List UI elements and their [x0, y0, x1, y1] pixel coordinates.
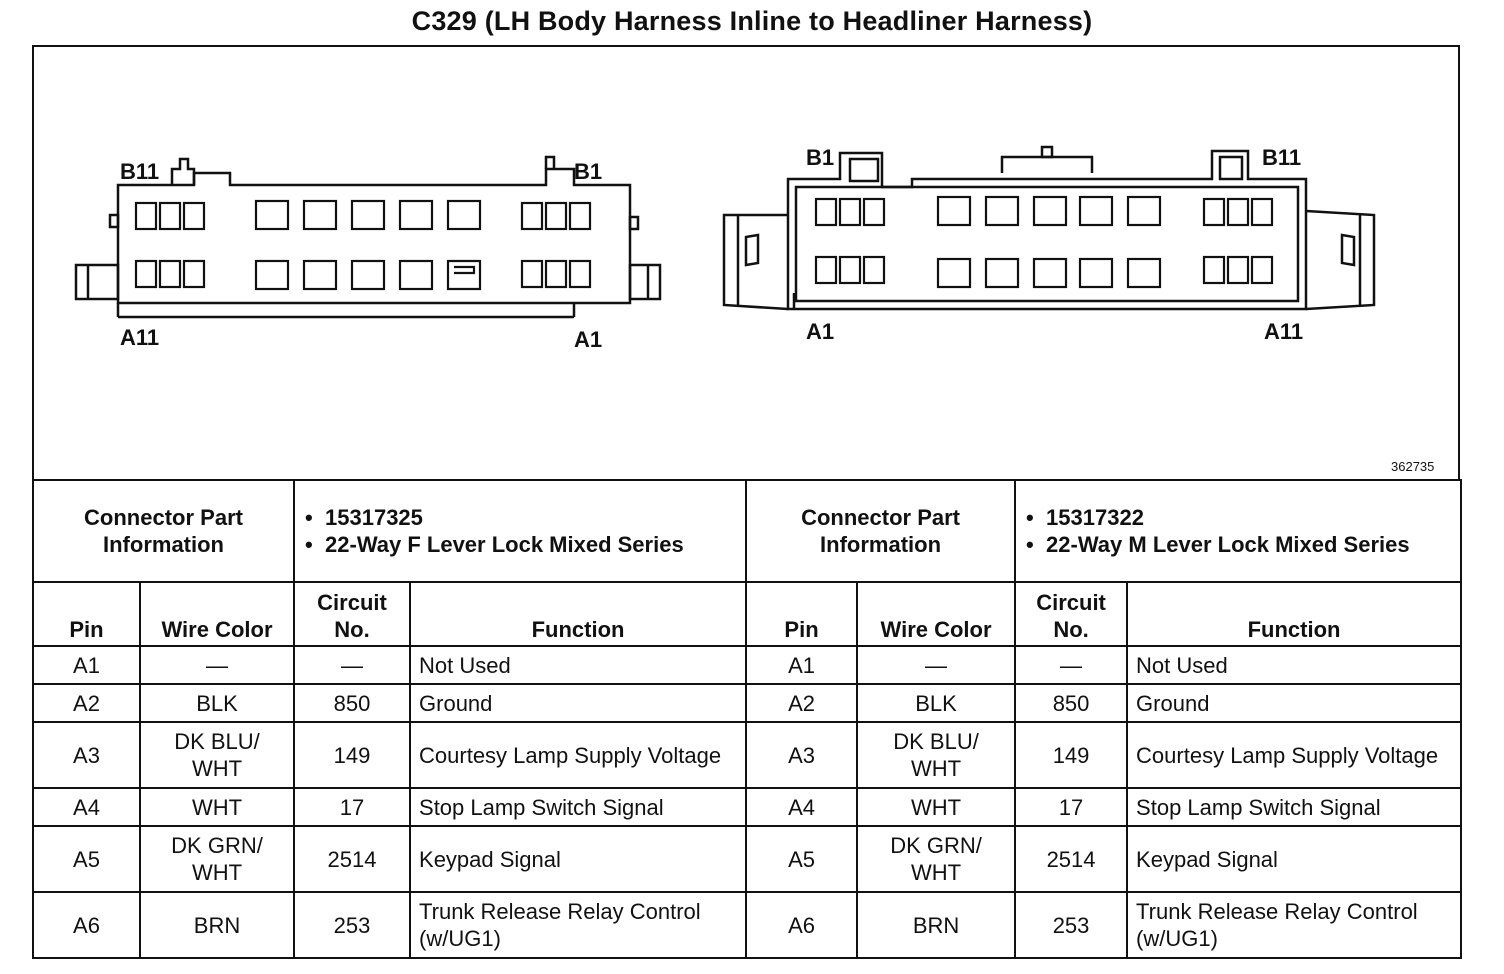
page-title: C329 (LH Body Harness Inline to Headliner Harness) [411, 6, 1093, 36]
connector-info-label: Connector Part Information [33, 480, 294, 582]
wire-color-cell: BRN [857, 892, 1015, 958]
wire-color-cell: DK GRN/ WHT [857, 826, 1015, 892]
connector-info-label: Connector Part Information [746, 480, 1015, 582]
wire-color-cell: WHT [857, 788, 1015, 826]
male-label-b1: B1 [806, 145, 835, 170]
table-row [33, 646, 1461, 684]
pin-cell: A1 [746, 646, 857, 684]
pin-cell: A6 [746, 892, 857, 958]
function-cell: Stop Lamp Switch Signal [410, 788, 746, 826]
function-cell: Keypad Signal [1127, 826, 1461, 892]
table-row [33, 788, 1461, 826]
wire-color-cell: BLK [140, 684, 294, 722]
col-header-function: Function [410, 582, 746, 646]
connector-part-details [294, 480, 746, 582]
wire-color-cell: — [140, 646, 294, 684]
pin-cell: A5 [746, 826, 857, 892]
connector-description: • 22-Way M Lever Lock Mixed Series [1046, 531, 1452, 558]
function-cell: Not Used [410, 646, 746, 684]
circuit-cell: — [1015, 646, 1127, 684]
function-cell: Ground [1127, 684, 1461, 722]
female-label-a1: A1 [574, 327, 603, 352]
pin-cell: A5 [33, 826, 140, 892]
table-row [33, 722, 1461, 788]
table-row [33, 826, 1461, 892]
function-cell: Not Used [1127, 646, 1461, 684]
function-cell: Ground [410, 684, 746, 722]
circuit-cell: 2514 [294, 826, 410, 892]
male-connector-drawing [724, 147, 1374, 309]
function-cell: Trunk Release Relay Control (w/UG1) [410, 892, 746, 958]
circuit-cell: 850 [1015, 684, 1127, 722]
pinout-table [32, 479, 1462, 959]
circuit-cell: — [294, 646, 410, 684]
male-label-b11: B11 [1262, 145, 1302, 170]
function-cell: Trunk Release Relay Control (w/UG1) [1127, 892, 1461, 958]
circuit-cell: 253 [1015, 892, 1127, 958]
circuit-cell: 17 [1015, 788, 1127, 826]
female-connector-drawing [76, 157, 660, 317]
col-header-pin: Pin [746, 582, 857, 646]
col-header-wire-color: Wire Color [857, 582, 1015, 646]
female-label-a11: A11 [120, 325, 160, 350]
pin-cell: A4 [746, 788, 857, 826]
connector-diagram [32, 45, 1460, 481]
circuit-cell: 149 [294, 722, 410, 788]
column-header-row [33, 582, 1461, 646]
pin-cell: A2 [33, 684, 140, 722]
wire-color-cell: DK GRN/ WHT [140, 826, 294, 892]
wire-color-cell: DK BLU/ WHT [857, 722, 1015, 788]
connector-info-row [33, 480, 1461, 582]
circuit-cell: 2514 [1015, 826, 1127, 892]
function-cell: Stop Lamp Switch Signal [1127, 788, 1461, 826]
pin-cell: A1 [33, 646, 140, 684]
pin-cell: A3 [746, 722, 857, 788]
col-header-pin: Pin [33, 582, 140, 646]
wire-color-cell: — [857, 646, 1015, 684]
table-row [33, 892, 1461, 958]
male-label-a1: A1 [806, 319, 835, 344]
male-label-a11: A11 [1264, 319, 1304, 344]
female-label-b1: B1 [574, 159, 603, 184]
female-label-b11: B11 [120, 159, 160, 184]
col-header-wire-color: Wire Color [140, 582, 294, 646]
connector-part-details [1015, 480, 1461, 582]
figure-id: 362735 [1391, 459, 1435, 474]
wire-color-cell: BLK [857, 684, 1015, 722]
circuit-cell: 850 [294, 684, 410, 722]
circuit-cell: 149 [1015, 722, 1127, 788]
connector-description: • 22-Way F Lever Lock Mixed Series [325, 531, 737, 558]
circuit-cell: 253 [294, 892, 410, 958]
circuit-cell: 17 [294, 788, 410, 826]
col-header-circuit: Circuit No. [294, 582, 410, 646]
function-cell: Courtesy Lamp Supply Voltage [410, 722, 746, 788]
table-row [33, 684, 1461, 722]
wire-color-cell: DK BLU/ WHT [140, 722, 294, 788]
pin-cell: A6 [33, 892, 140, 958]
pin-cell: A3 [33, 722, 140, 788]
wire-color-cell: BRN [140, 892, 294, 958]
wire-color-cell: WHT [140, 788, 294, 826]
part-number: • 15317325 [325, 504, 737, 531]
function-cell: Courtesy Lamp Supply Voltage [1127, 722, 1461, 788]
pin-cell: A4 [33, 788, 140, 826]
function-cell: Keypad Signal [410, 826, 746, 892]
pin-cell: A2 [746, 684, 857, 722]
col-header-function: Function [1127, 582, 1461, 646]
part-number: • 15317322 [1046, 504, 1452, 531]
col-header-circuit: Circuit No. [1015, 582, 1127, 646]
